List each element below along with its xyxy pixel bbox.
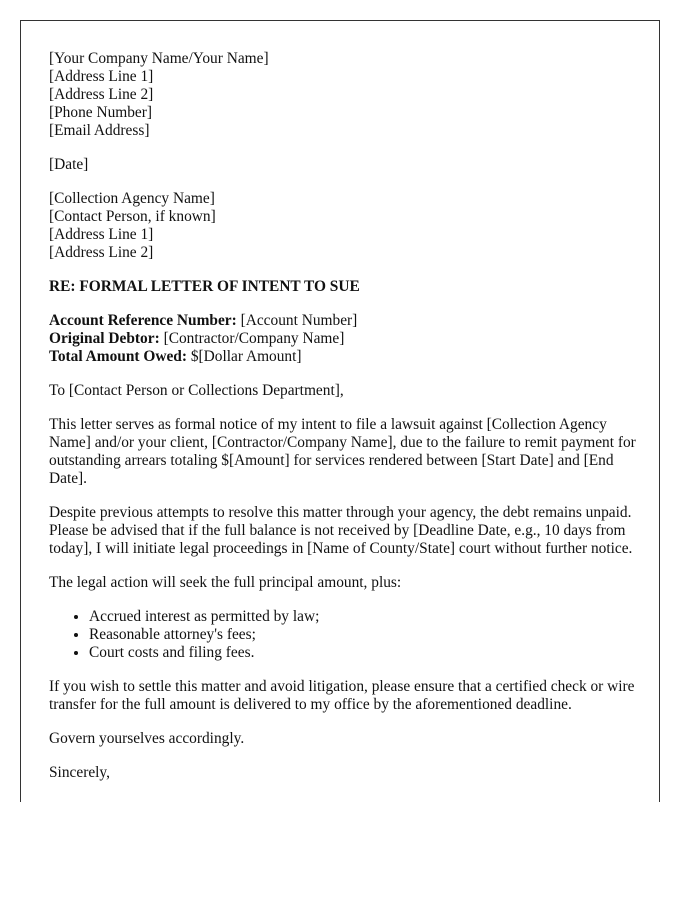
account-reference-value: [Account Number] (236, 312, 358, 329)
total-amount-value: $[Dollar Amount] (186, 348, 302, 365)
sender-phone: [Phone Number] (49, 104, 153, 121)
recipient-contact-person: [Contact Person, if known] (49, 208, 216, 225)
remedy-item: • Court costs and filing fees. (89, 644, 639, 662)
original-debtor-label: Original Debtor: (49, 330, 160, 347)
recipient-address-line-2: [Address Line 2] (49, 244, 154, 261)
sender-address-line-1: [Address Line 1] (49, 68, 154, 85)
paragraph-legal-action: The legal action will seek the full principal amount, plus: (49, 574, 402, 591)
remedy-item: • Reasonable attorney's fees; (89, 626, 639, 644)
closing: Sincerely, (49, 764, 110, 781)
recipient-agency-name: [Collection Agency Name] (49, 190, 215, 207)
letter-page (20, 20, 660, 802)
letter-body (49, 50, 639, 798)
remedies-list (49, 608, 639, 662)
total-amount-row (49, 348, 639, 366)
sender-email: [Email Address] (49, 122, 150, 139)
paragraph-settlement: If you wish to settle this matter and avoid litigation, please ensure that a certified check or wire transfer for the full amount is delivered to my office by the aforementioned deadline. (49, 678, 635, 713)
recipient-address-block (49, 190, 639, 262)
paragraph-deadline: Despite previous attempts to resolve this matter through your agency, the debt remains unpaid. Please be advised that if the full balance is not received by [Deadline Date, e.g., 10 days from today], I will initiate legal proceedings in [Name of County/State] court without further notice. (49, 504, 633, 557)
sender-name: [Your Company Name/Your Name] (49, 50, 269, 67)
remedy-item: • Accrued interest as permitted by law; (89, 608, 639, 626)
account-reference-row (49, 312, 639, 330)
sender-address-line-2: [Address Line 2] (49, 86, 154, 103)
letter-date: [Date] (49, 156, 89, 173)
date-block (49, 156, 639, 174)
account-reference-label: Account Reference Number: (49, 312, 237, 329)
salutation: To [Contact Person or Collections Department], (49, 382, 344, 399)
recipient-address-line-1: [Address Line 1] (49, 226, 154, 243)
original-debtor-row (49, 330, 639, 348)
reference-block (49, 312, 639, 366)
paragraph-notice: This letter serves as formal notice of my intent to file a lawsuit against [Collection Agency Name] and/or your client, [Contractor/Company Name], due to the failure to remit payment for outstanding arrears totaling $[Amount] for services rendered between [Start Date] and [End Date]. (49, 416, 636, 487)
paragraph-govern: Govern yourselves accordingly. (49, 730, 245, 747)
original-debtor-value: [Contractor/Company Name] (159, 330, 345, 347)
total-amount-label: Total Amount Owed: (49, 348, 187, 365)
subject-line: RE: FORMAL LETTER OF INTENT TO SUE (49, 278, 360, 295)
sender-address-block (49, 50, 639, 140)
